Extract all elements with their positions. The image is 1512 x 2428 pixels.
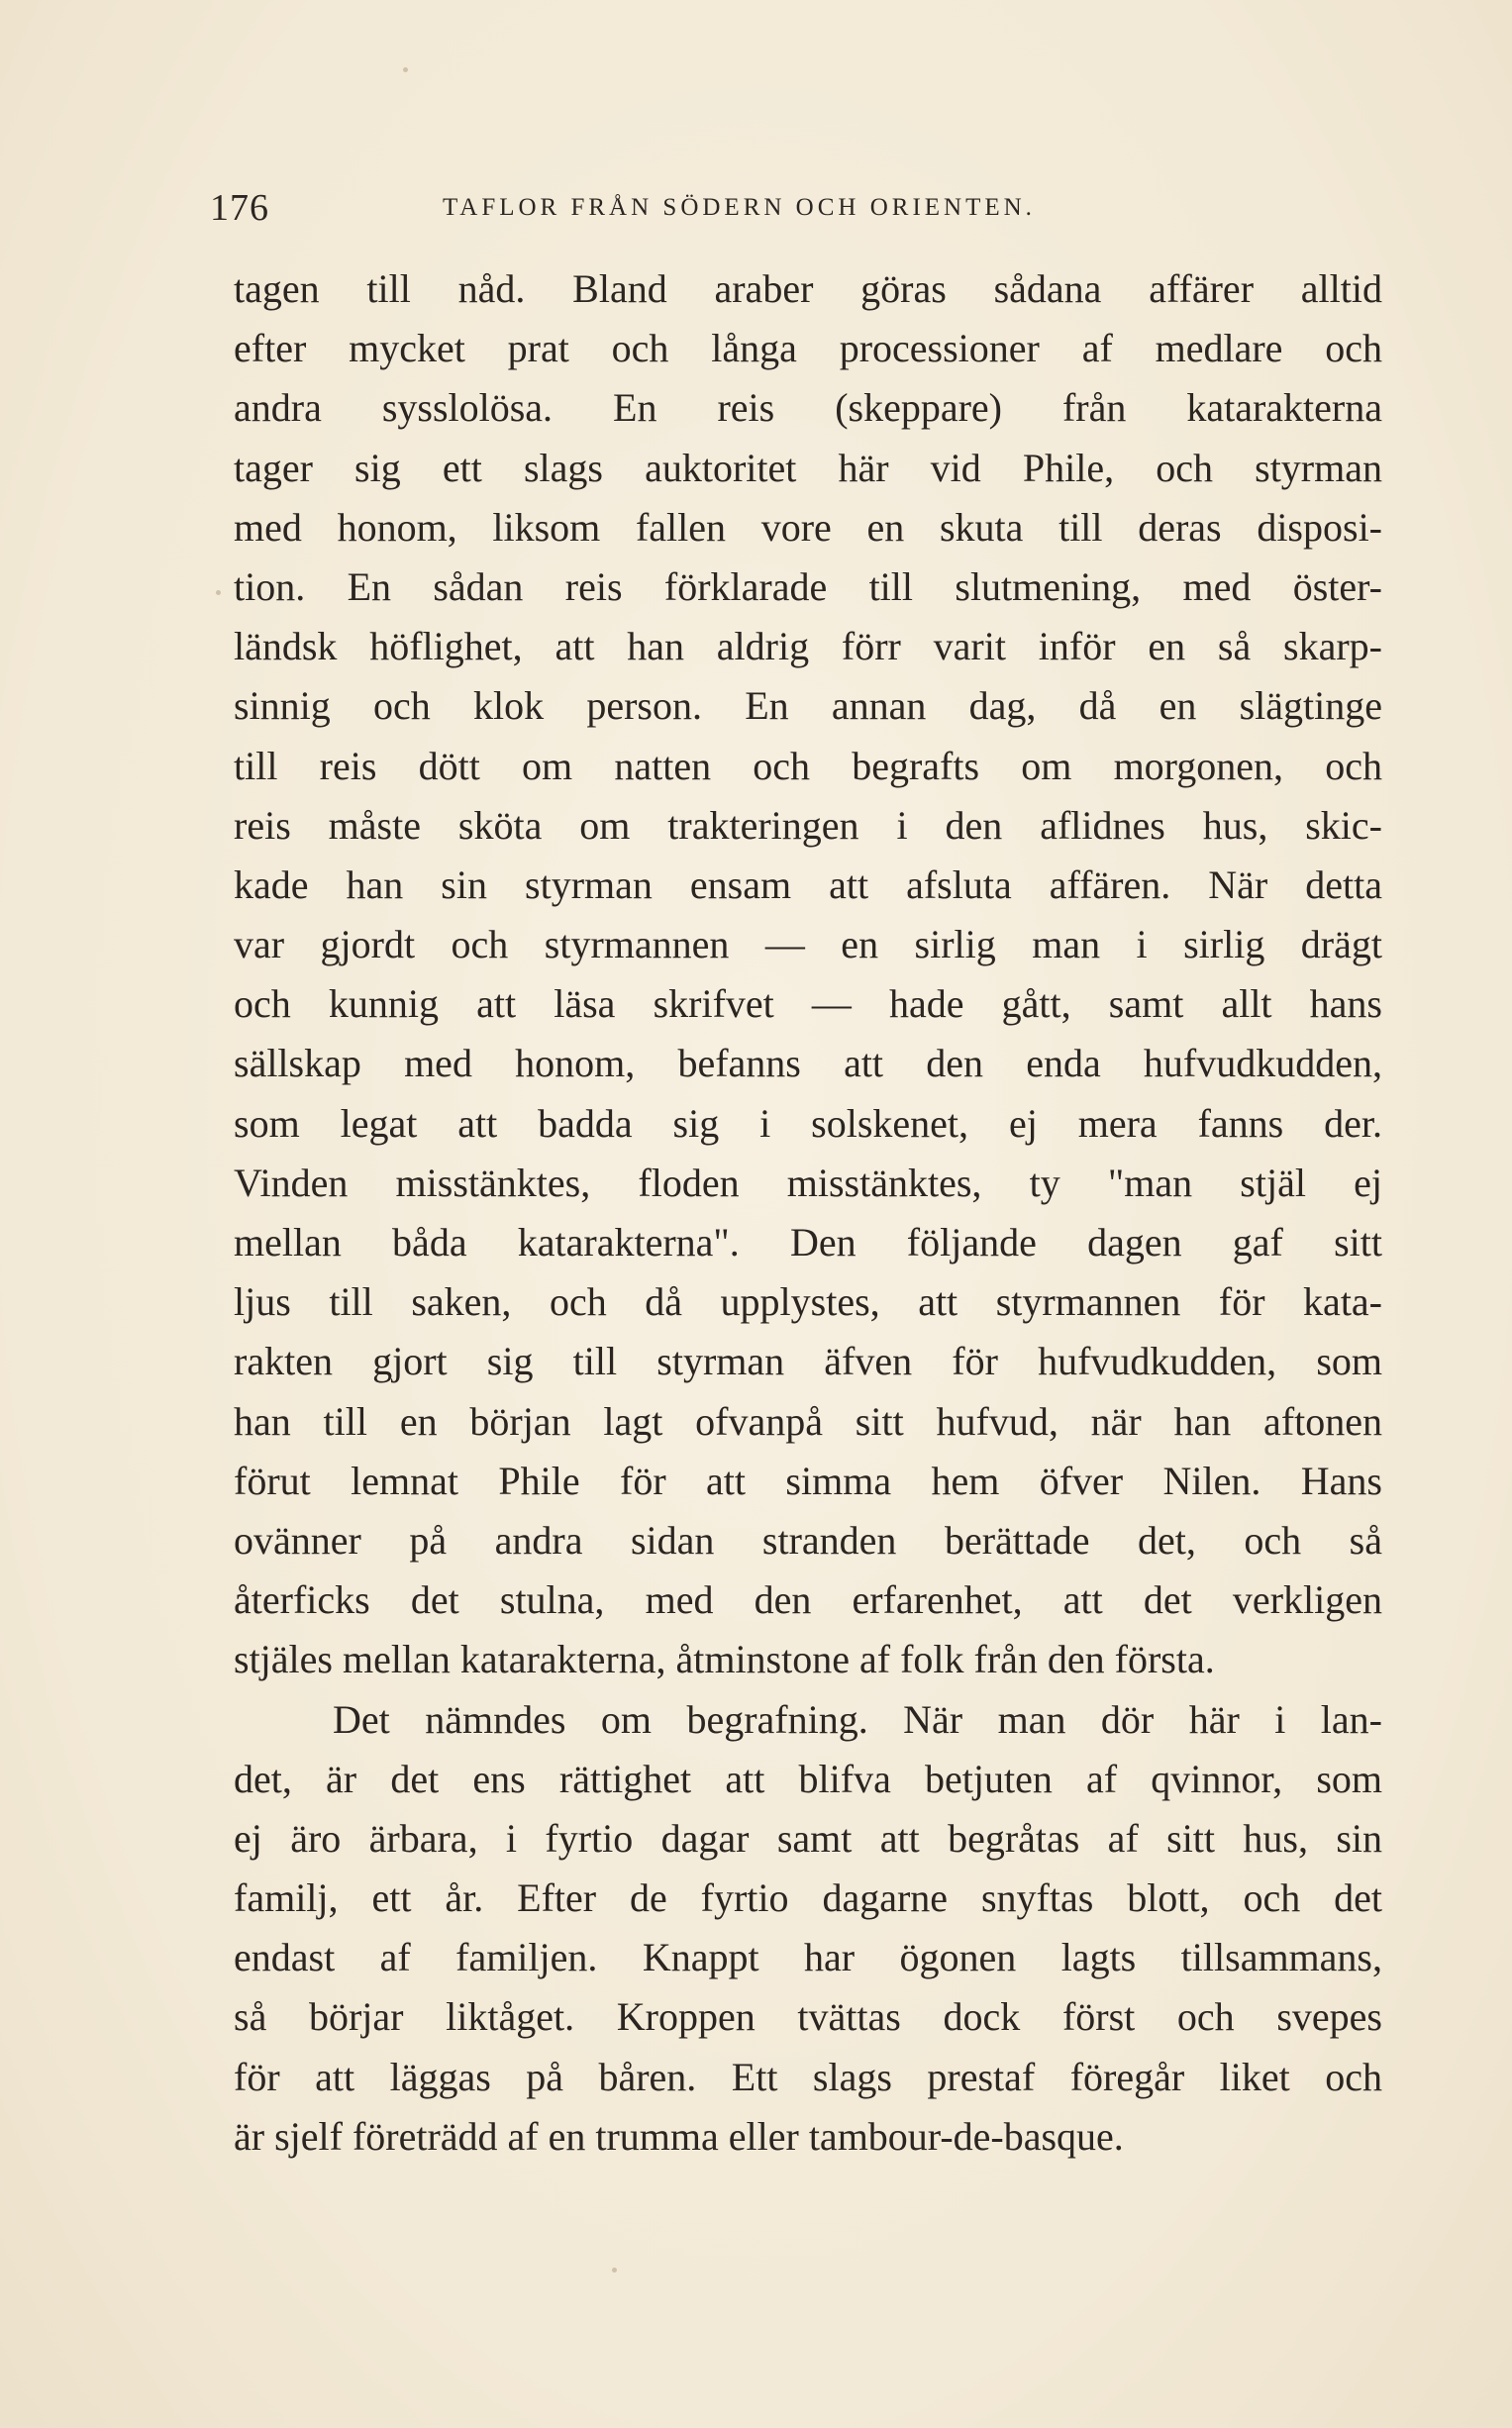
text-line: för att läggas på båren. Ett slags prestaf föregår liket och — [234, 2054, 1382, 2099]
text-line: ländsk höflighet, att han aldrig förr varit inför en så skarp- — [234, 624, 1382, 669]
text-line: ej äro ärbara, i fyrtio dagar samt att begråtas af sitt hus, sin — [234, 1815, 1382, 1861]
text-line: är sjelf företrädd af en trumma eller tambour-de-basque. — [234, 2113, 1124, 2159]
running-title: TAFLOR FRÅN SÖDERN OCH ORIENTEN. — [443, 194, 1036, 221]
text-line: Vinden misstänktes, floden misstänktes, ty "man stjäl ej — [234, 1160, 1382, 1205]
text-line: sinnig och klok person. En annan dag, då en slägtinge — [234, 683, 1382, 729]
text-line: till reis dött om natten och begrafts om morgonen, och — [234, 743, 1382, 788]
paper-speck — [403, 67, 408, 72]
paper-speck — [216, 590, 221, 595]
page-header — [210, 186, 1359, 246]
text-line: rakten gjort sig till styrman äfven för hufvudkudden, som — [234, 1339, 1382, 1384]
text-line: ovänner på andra sidan stranden berättade det, och så — [234, 1517, 1382, 1563]
paper-speck — [612, 2268, 617, 2273]
text-line: och kunnig att läsa skrifvet — hade gått, samt allt hans — [234, 981, 1382, 1027]
text-line: tion. En sådan reis förklarade till slutmening, med öster- — [234, 563, 1382, 609]
text-line: ljus till saken, och då upplystes, att styrmannen för kata- — [234, 1279, 1382, 1325]
text-line: återficks det stulna, med den erfarenhet, att det verkligen — [234, 1577, 1382, 1623]
text-line: familj, ett år. Efter de fyrtio dagarne snyftas blott, och det — [234, 1875, 1382, 1921]
paragraph-start-line: Det nämndes om begrafning. När man dör här i lan- — [333, 1696, 1382, 1742]
text-line: sällskap med honom, befanns att den enda hufvudkudden, — [234, 1041, 1382, 1086]
text-line: tager sig ett slags auktoritet här vid Phile, och styrman — [234, 445, 1382, 490]
text-line: det, är det ens rättighet att blifva betjuten af qvinnor, som — [234, 1756, 1382, 1801]
text-line: mellan båda katarakterna". Den följande dagen gaf sitt — [234, 1220, 1382, 1265]
text-line: stjäles mellan katarakterna, åtminstone af folk från den första. — [234, 1637, 1215, 1682]
text-line: var gjordt och styrmannen — en sirlig man i sirlig drägt — [234, 922, 1382, 967]
text-line: andra sysslolösa. En reis (skeppare) från katarakterna — [234, 385, 1382, 431]
text-line: tagen till nåd. Bland araber göras sådana affärer alltid — [234, 266, 1382, 311]
text-line: kade han sin styrman ensam att afsluta affären. När detta — [234, 861, 1382, 907]
text-line: så börjar liktåget. Kroppen tvättas dock först och svepes — [234, 1994, 1382, 2040]
text-line: med honom, liksom fallen vore en skuta till deras disposi- — [234, 504, 1382, 550]
text-line: reis måste sköta om trakteringen i den aflidnes hus, skic- — [234, 802, 1382, 848]
page-number: 176 — [210, 187, 269, 229]
text-line: som legat att badda sig i solskenet, ej mera fanns der. — [234, 1100, 1382, 1146]
text-line: endast af familjen. Knappt har ögonen lagts tillsammans, — [234, 1935, 1382, 1980]
text-line: efter mycket prat och långa processioner af medlare och — [234, 326, 1382, 371]
text-line: förut lemnat Phile för att simma hem öfver Nilen. Hans — [234, 1458, 1382, 1503]
body-text — [234, 259, 1382, 2167]
text-line: han till en början lagt ofvanpå sitt hufvud, när han aftonen — [234, 1398, 1382, 1444]
